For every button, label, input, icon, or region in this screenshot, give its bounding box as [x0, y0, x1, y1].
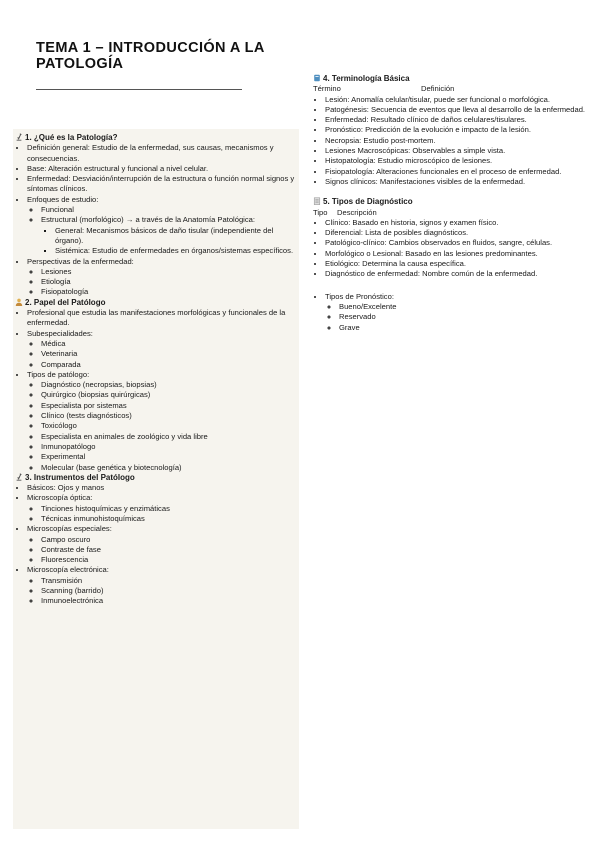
list-item: • Profesional que estudia las manifestaciones morfológicas y funcionales de la enfermedad.: [27, 308, 295, 329]
list-item: ◦ Fisiopatología: [41, 287, 295, 297]
section-4-heading: 4. Terminología Básica: [313, 74, 595, 84]
diagnosis-table-header: [313, 208, 595, 218]
column-header-term: Término: [313, 84, 341, 94]
list-item: ◦ Molecular (base genética y biotecnología): [41, 463, 295, 473]
list-item: • Fisiopatología: Alteraciones funcionales en el proceso de enfermedad.: [325, 167, 595, 177]
notepad-icon: [313, 197, 321, 205]
column-header-definition: Definición: [421, 84, 455, 94]
list-item: ◦ Inmunoelectrónica: [41, 596, 295, 606]
list-item: ◦ Scanning (barrido): [41, 586, 295, 596]
list-item: • Enfermedad: Resultado clínico de daños celulares/tisulares.: [325, 115, 595, 125]
list-item: ◦ Lesiones: [41, 267, 295, 277]
list-item: ◦ Experimental: [41, 452, 295, 462]
column-header-type: Tipo: [313, 207, 328, 217]
list-item: ◦ Inmunopatólogo: [41, 442, 295, 452]
list-item: • Definición general: Estudio de la enfermedad, sus causas, mecanismos y consecuencias.: [27, 143, 295, 164]
list-item: ◦ Comparada: [41, 360, 295, 370]
list-item: ◦ Quirúrgico (biopsias quirúrgicas): [41, 390, 295, 400]
section-1-list: [15, 143, 295, 297]
list-item: • Microscopías especiales: ◦ Campo oscuro ◦ Contraste de fase ◦ Fluorescencia: [27, 524, 295, 565]
list-item: • Signos clínicos: Manifestaciones visibles de la enfermedad.: [325, 177, 595, 187]
list-item: • Lesiones Macroscópicas: Observables a simple vista.: [325, 146, 595, 156]
list-item: • Histopatología: Estudio microscópico de lesiones.: [325, 156, 595, 166]
list-item: • Patológico-clínico: Cambios observados en fluidos, sangre, células.: [325, 238, 595, 248]
list-item: • Tipos de Pronóstico: ◦ Bueno/Excelente ◦ Reservado ◦ Grave: [325, 292, 595, 333]
microscope-icon: [15, 133, 23, 141]
right-column: [313, 74, 595, 333]
list-item: • Microscopía óptica: ◦ Tinciones histoquímicas y enzimáticas ◦ Técnicas inmunohistoquímicas: [27, 493, 295, 524]
section-4-list: [313, 95, 595, 188]
list-item: • Pronóstico: Predicción de la evolución e impacto de la lesión.: [325, 125, 595, 135]
list-item: ◦ Especialista en animales de zoológico y vida libre: [41, 432, 295, 442]
list-item: ◦ Grave: [339, 323, 595, 333]
list-item: • Microscopía electrónica: ◦ Transmisión ◦ Scanning (barrido) ◦ Inmunoelectrónica: [27, 565, 295, 606]
list-item: ◦ Veterinaria: [41, 349, 295, 359]
page-title: TEMA 1 – INTRODUCCIÓN A LA PATOLOGÍA: [36, 40, 265, 72]
list-item: • Clínico: Basado en historia, signos y examen físico.: [325, 218, 595, 228]
title-divider: [36, 89, 242, 90]
list-item: ▪ General: Mecanismos básicos de daño tisular (independiente del órgano).: [55, 226, 295, 247]
section-5-heading: 5. Tipos de Diagnóstico: [313, 197, 595, 207]
list-item: • Lesión: Anomalía celular/tisular, puede ser funcional o morfológica.: [325, 95, 595, 105]
list-item: • Patogénesis: Secuencia de eventos que lleva al desarrollo de la enfermedad.: [325, 105, 595, 115]
list-item: • Diagnóstico de enfermedad: Nombre común de la enfermedad.: [325, 269, 595, 279]
list-item: ◦ Bueno/Excelente: [339, 302, 595, 312]
list-item: ◦ Toxicólogo: [41, 421, 295, 431]
list-item: ◦ Especialista por sistemas: [41, 401, 295, 411]
list-item: ◦ Diagnóstico (necropsias, biopsias): [41, 380, 295, 390]
section-5-list: [313, 218, 595, 280]
list-item: • Etiológico: Determina la causa específica.: [325, 259, 595, 269]
list-item: ◦ Fluorescencia: [41, 555, 295, 565]
column-header-description: Descripción: [337, 207, 377, 217]
section-3-heading: 3. Instrumentos del Patólogo: [15, 473, 295, 483]
list-item: • Básicos: Ojos y manos: [27, 483, 295, 493]
list-item: ◦ Transmisión: [41, 576, 295, 586]
section-1-heading: 1. ¿Qué es la Patología?: [15, 133, 295, 143]
list-item: ◦ Tinciones histoquímicas y enzimáticas: [41, 504, 295, 514]
section-2-heading: 2. Papel del Patólogo: [15, 298, 295, 308]
list-item: • Morfológico o Lesional: Basado en las lesiones predominantes.: [325, 249, 595, 259]
list-item: • Subespecialidades: ◦ Médica ◦ Veterinaria ◦ Comparada: [27, 329, 295, 370]
section-2-list: [15, 308, 295, 473]
book-icon: [313, 74, 321, 82]
list-item: ◦ Contraste de fase: [41, 545, 295, 555]
list-item: ◦ Estructural (morfológico) → a través de la Anatomía Patológica: ▪ General: Mecanismos básicos de daño tisular (independiente del órgano). ▪ Sistémica: Estudio de enfermedades en órganos/sistemas específicos.: [41, 215, 295, 256]
list-item: • Base: Alteración estructural y funcional a nivel celular.: [27, 164, 295, 174]
list-item: • Necropsia: Estudio post-mortem.: [325, 136, 595, 146]
list-item: • Diferencial: Lista de posibles diagnósticos.: [325, 228, 595, 238]
list-item: ◦ Técnicas inmunohistoquímicas: [41, 514, 295, 524]
list-item: • Tipos de patólogo: ◦ Diagnóstico (necropsias, biopsias) ◦ Quirúrgico (biopsias quirúrgicas) ◦ Especialista por sistemas ◦ Clínico (tests diagnósticos) ◦ Toxicólogo ◦ Especialista en animales de zoológico y vida libre ◦ Inmunopatólogo ◦ Experimental ◦ Molecular (base genética y biotecnología): [27, 370, 295, 473]
list-item: ◦ Etiología: [41, 277, 295, 287]
list-item: • Enfermedad: Desviación/interrupción de la estructura o función normal signos y síntomas clínicos.: [27, 174, 295, 195]
list-item: ◦ Funcional: [41, 205, 295, 215]
list-item: • Enfoques de estudio: ◦ Funcional ◦ Estructural (morfológico) → a través de la Anatomía Patológica: ▪ General: Mecanismos básicos de daño tisular (independiente del órgano). ▪ Sistémica: Estudio de enfermedades en órganos/sistemas específicos.: [27, 195, 295, 257]
list-item: ◦ Reservado: [339, 312, 595, 322]
left-column: [15, 133, 295, 607]
list-item: ◦ Campo oscuro: [41, 535, 295, 545]
list-item: ▪ Sistémica: Estudio de enfermedades en órganos/sistemas específicos.: [55, 246, 295, 256]
section-3-list: [15, 483, 295, 607]
list-item: ◦ Médica: [41, 339, 295, 349]
prognosis-list: [313, 292, 595, 333]
list-item: ◦ Clínico (tests diagnósticos): [41, 411, 295, 421]
terminology-table-header: [313, 84, 595, 94]
microscope-icon: [15, 473, 23, 481]
scientist-icon: [15, 298, 23, 306]
list-item: • Perspectivas de la enfermedad: ◦ Lesiones ◦ Etiología ◦ Fisiopatología: [27, 257, 295, 298]
